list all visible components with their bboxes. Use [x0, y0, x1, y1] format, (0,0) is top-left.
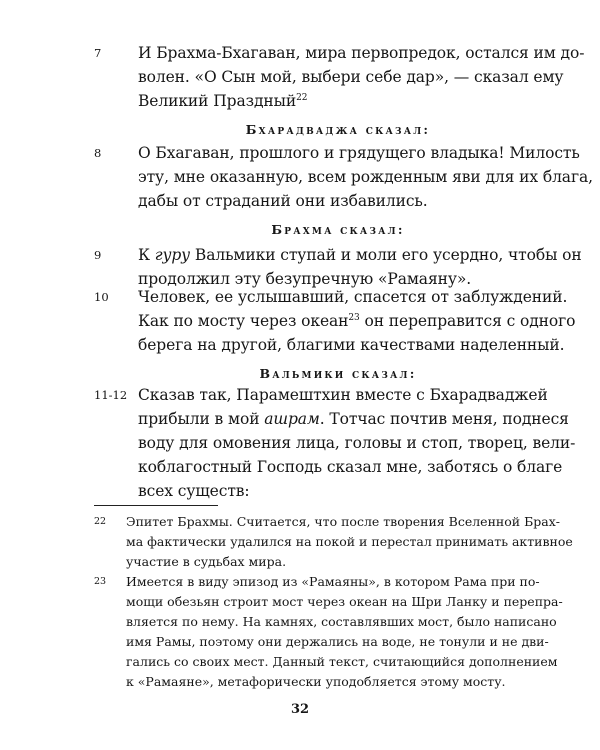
speaker-heading: Бхарадваджа сказал: [245, 122, 431, 137]
verse-text [138, 141, 593, 213]
speaker-heading: Вальмики сказал: [259, 366, 417, 381]
footnote-line: вляется по нему. На камнях, составлявших мост, было написано [126, 614, 557, 629]
verse-number: 8 [94, 146, 102, 160]
footnote-line: мощи обезьян строит мост через океан на Шри Ланку и перепра- [126, 594, 563, 609]
verse-line: коблагостный Господь сказал мне, заботясь о благе [138, 458, 563, 476]
footnote-text [126, 572, 563, 692]
verse-text [138, 285, 576, 357]
footnote-line: имя Рамы, поэтому они держались на воде, не тонули и не дви- [126, 634, 549, 649]
footnote-line: гались со своих мест. Данный текст, считающийся дополнением [126, 654, 558, 669]
verse-text-run: он переправится с одного [359, 312, 576, 330]
verse-text-run: . Тотчас почтив меня, поднеся [319, 410, 569, 428]
verse-text [138, 243, 582, 291]
footnote-line: ма фактически удалился на покой и перестал принимать активное [126, 534, 573, 549]
footnote-line: к «Рамаяне», метафорически уподобляется этому мосту. [126, 674, 506, 689]
footnote-ref: 23 [348, 312, 360, 323]
speaker-heading: Брахма сказал: [271, 222, 405, 237]
verse-line: дабы от страданий они избавились. [138, 192, 428, 210]
verse-line: берега на другой, благими качествами наделенный. [138, 336, 565, 354]
footnote-number: 22 [94, 516, 107, 527]
verse-number: 11-12 [94, 388, 128, 402]
verse-text-run: прибыли в мой [138, 410, 265, 428]
footnote-line: Эпитет Брахмы. Считается, что после творения Вселенной Брах- [126, 514, 560, 529]
verse-number: 7 [94, 46, 102, 60]
verse-text [138, 41, 585, 113]
verse-line [138, 407, 569, 431]
footnote-separator [94, 505, 218, 506]
verse-line: эту, мне оказанную, всем рожденным яви для их блага, [138, 168, 593, 186]
verse-line: Человек, ее услышавший, спасется от заблуждений. [138, 288, 568, 306]
verse-line: всех существ: [138, 482, 250, 500]
verse-text-run: Вальмики ступай и моли его усердно, чтобы он [190, 246, 582, 264]
verse-line: И Брахма-Бхагаван, мира первопредок, остался им до- [138, 44, 585, 62]
footnote-number: 23 [94, 576, 107, 587]
verse-number: 9 [94, 248, 102, 262]
verse-line: Сказав так, Парамештхин вместе с Бхарадваджей [138, 386, 548, 404]
verse-line: волен. «О Сын мой, выбери себе дар», — сказал ему [138, 68, 564, 86]
footnote-ref: 22 [296, 92, 308, 103]
page-number: 32 [290, 702, 310, 717]
verse-line [138, 89, 538, 113]
verse-line-text: Великий Праздный [138, 92, 297, 110]
footnote-line: Имеется в виду эпизод из «Рамаяны», в котором Рама при по- [126, 574, 540, 589]
verse-emphasis: ашрам [264, 410, 320, 428]
verse-line [138, 309, 576, 333]
verse-text-run: К [138, 246, 155, 264]
footnote-text [126, 512, 573, 572]
verse-line [138, 243, 582, 267]
verse-emphasis: гуру [154, 246, 191, 264]
verse-line: продолжил эту безупречную «Рамаяну». [138, 270, 472, 288]
verse-number: 10 [94, 290, 109, 304]
verse-line: О Бхагаван, прошлого и грядущего владыка! Милость [138, 144, 580, 162]
verse-line: воду для омовения лица, головы и стоп, творец, вели- [138, 434, 576, 452]
footnote-line: участие в судьбах мира. [126, 554, 287, 569]
verse-text-run: Как по мосту через океан [138, 312, 349, 330]
verse-text [138, 383, 576, 503]
